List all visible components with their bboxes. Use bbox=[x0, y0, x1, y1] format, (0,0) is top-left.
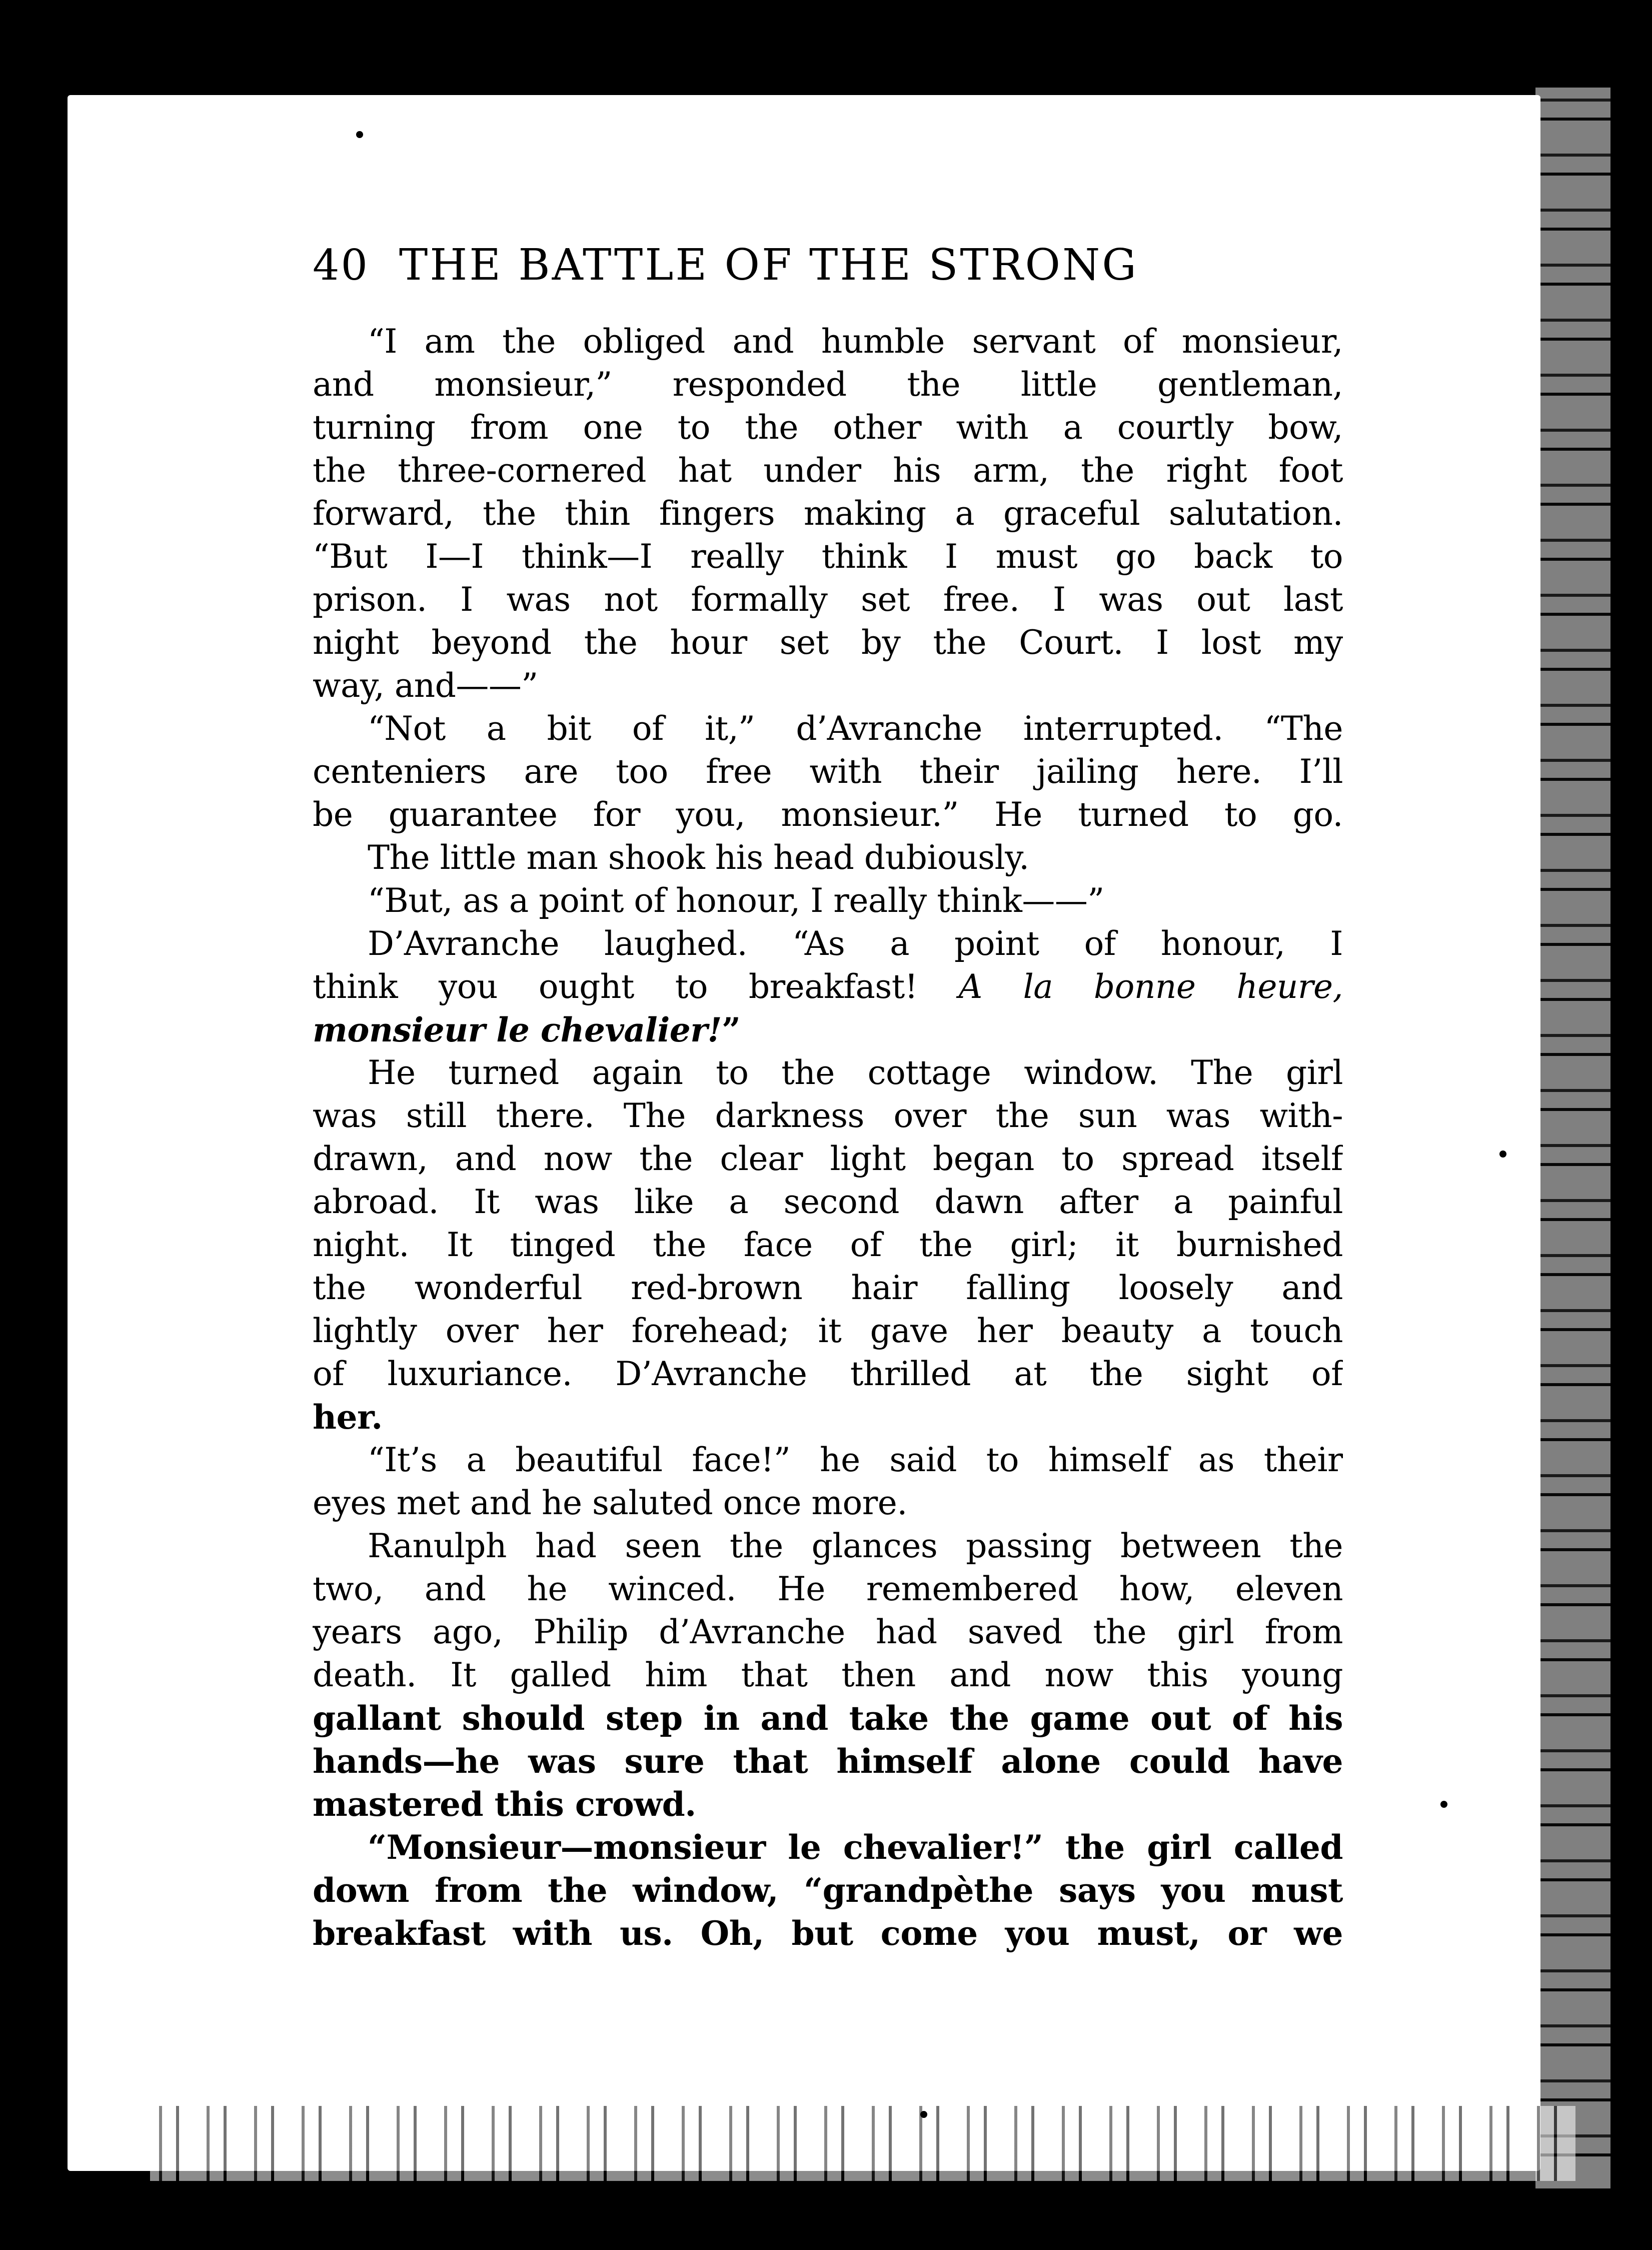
italic-phrase: A la bonne heure, bbox=[958, 967, 1343, 1006]
text-line: night. It tinged the face of the girl; it burnished bbox=[313, 1226, 1343, 1264]
text-line: the wonderful red-brown hair falling loosely and bbox=[313, 1269, 1343, 1307]
text-line bbox=[313, 965, 1343, 1008]
text-line: the three-cornered hat under his arm, the right foot bbox=[313, 451, 1343, 490]
running-title: THE BATTLE OF THE STRONG bbox=[399, 240, 1138, 290]
text-line: D’Avranche laughed. “As a point of honour, I bbox=[368, 924, 1343, 963]
print-speck bbox=[356, 131, 363, 138]
text-line: “It’s a beautiful face!” he said to himself as their bbox=[368, 1441, 1343, 1479]
text-line: be guarantee for you, monsieur.” He turned to go. bbox=[313, 795, 1343, 834]
text-line: and monsieur,” responded the little gentleman, bbox=[313, 365, 1343, 404]
page-edge-bottom bbox=[150, 2106, 1575, 2181]
text-line: The little man shook his head dubiously. bbox=[368, 838, 1029, 877]
text-line: way, and——” bbox=[313, 666, 538, 705]
text-line: Ranulph had seen the glances passing between the bbox=[368, 1527, 1343, 1565]
text-line: “I am the obliged and humble servant of monsieur, bbox=[368, 322, 1343, 361]
print-speck bbox=[920, 2111, 927, 2118]
text-line: forward, the thin fingers making a graceful salutation. bbox=[313, 494, 1343, 533]
text-line: “Not a bit of it,” d’Avranche interrupted. “The bbox=[368, 709, 1343, 748]
text-line: her. bbox=[313, 1398, 383, 1437]
text-line: breakfast with us. Oh, but come you must, or we bbox=[313, 1914, 1343, 1953]
text-line: prison. I was not formally set free. I was out last bbox=[313, 580, 1343, 619]
text-line: down from the window, “grandpèthe says you must bbox=[313, 1871, 1343, 1910]
text-line: death. It galled him that then and now this young bbox=[313, 1656, 1343, 1694]
text-line: eyes met and he saluted once more. bbox=[313, 1484, 907, 1522]
text-line: “Monsieur—monsieur le chevalier!” the girl called bbox=[368, 1828, 1343, 1867]
text-line: drawn, and now the clear light began to spread itself bbox=[313, 1140, 1343, 1178]
text-line: “But I—I think—I really think I must go back to bbox=[313, 537, 1343, 576]
text-line: mastered this crowd. bbox=[313, 1785, 696, 1824]
italic-phrase: monsieur le chevalier! bbox=[313, 1010, 722, 1049]
print-speck bbox=[1499, 1151, 1506, 1158]
text-line: hands—he was sure that himself alone could have bbox=[313, 1742, 1343, 1781]
page-edge-right bbox=[1535, 88, 1610, 2188]
running-head bbox=[313, 240, 1343, 290]
text-line: centeniers are too free with their jailing here. I’ll bbox=[313, 752, 1343, 791]
text-line: gallant should step in and take the game out of his bbox=[313, 1699, 1343, 1738]
text-line: two, and he winced. He remembered how, eleven bbox=[313, 1570, 1343, 1608]
text-line: of luxuriance. D’Avranche thrilled at the sight of bbox=[313, 1355, 1343, 1393]
text-line: lightly over her forehead; it gave her beauty a touch bbox=[313, 1312, 1343, 1350]
text-line: years ago, Philip d’Avranche had saved the girl from bbox=[313, 1613, 1343, 1651]
text-segment: think you ought to breakfast! bbox=[313, 967, 918, 1006]
text-line: “But, as a point of honour, I really think——” bbox=[368, 881, 1104, 920]
print-speck bbox=[1440, 1801, 1447, 1808]
text-line: abroad. It was like a second dawn after a painful bbox=[313, 1183, 1343, 1221]
page-number: 40 bbox=[313, 241, 369, 290]
text-line: turning from one to the other with a courtly bow, bbox=[313, 408, 1343, 447]
text-line: He turned again to the cottage window. The girl bbox=[368, 1053, 1343, 1092]
page-text bbox=[313, 240, 1343, 1955]
text-line: was still there. The darkness over the sun was with- bbox=[313, 1096, 1343, 1135]
closing-quote: ” bbox=[722, 1010, 741, 1049]
text-line bbox=[313, 1008, 1343, 1051]
text-line: night beyond the hour set by the Court. I lost my bbox=[313, 623, 1343, 662]
